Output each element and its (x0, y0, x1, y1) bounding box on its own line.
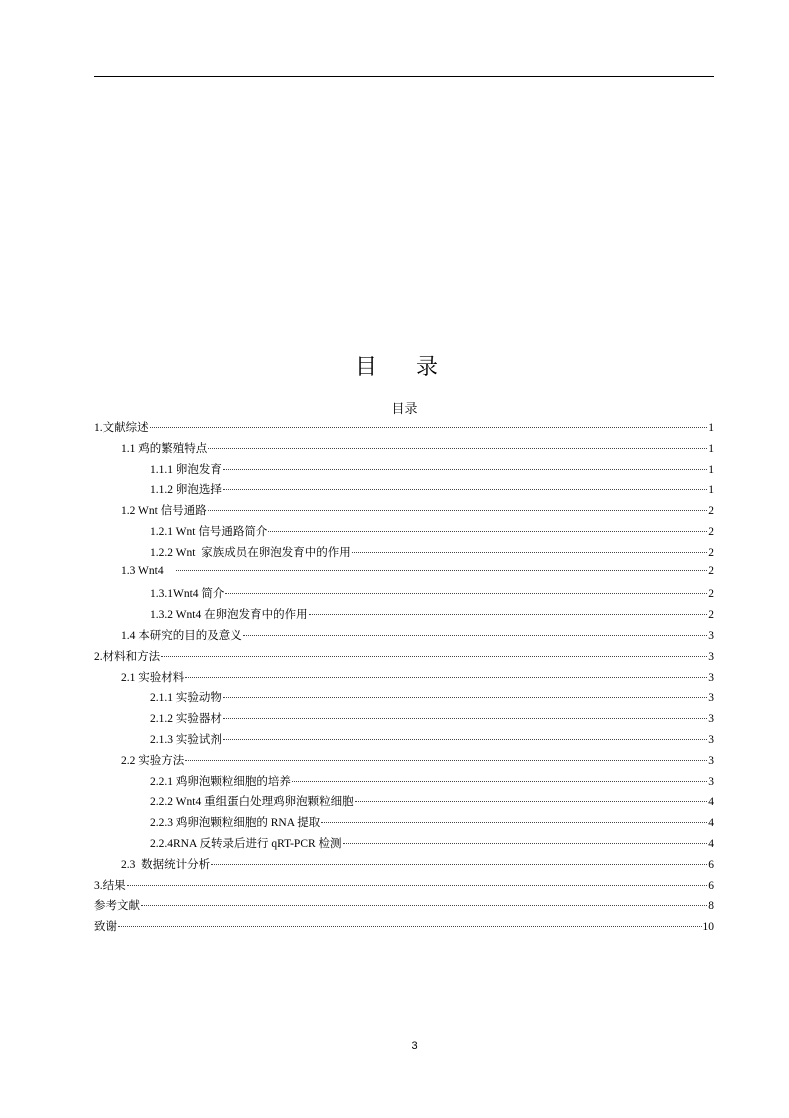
toc-entry[interactable] (94, 877, 714, 898)
toc-leader-dots (118, 926, 702, 927)
toc-entry-page: 2 (708, 546, 714, 559)
toc-entry-label: 2.材料和方法 (94, 650, 161, 663)
toc-entry[interactable] (94, 814, 714, 835)
toc-entry-page: 2 (708, 588, 714, 601)
toc-entry-page: 3 (708, 733, 714, 746)
toc-entry[interactable] (94, 689, 714, 710)
toc-entry[interactable] (94, 585, 714, 606)
toc-entry[interactable] (94, 419, 714, 440)
toc-leader-dots (150, 427, 708, 428)
toc-entry-page: 3 (708, 671, 714, 684)
toc-entry[interactable] (94, 731, 714, 752)
toc-entry-page: 8 (708, 900, 714, 913)
toc-entry[interactable] (94, 648, 714, 669)
toc-entry-label: 2.2 实验方法 (121, 754, 185, 767)
toc-entry-page: 4 (708, 817, 714, 830)
toc-entry-label: 1.2.1 Wnt 信号通路简介 (150, 525, 268, 538)
toc-entry-page: 1 (708, 422, 714, 434)
toc-leader-dots (321, 822, 707, 823)
toc-entry-page: 3 (708, 713, 714, 726)
toc-entry[interactable] (94, 502, 714, 523)
toc-leader-dots (211, 864, 707, 865)
toc-leader-dots (208, 448, 707, 449)
toc-entry-label: 1.文献综述 (94, 422, 149, 434)
toc-entry-page: 6 (708, 858, 714, 871)
toc-entry[interactable] (94, 606, 714, 627)
toc-entry-label: 1.2 Wnt 信号通路 (121, 505, 207, 518)
page-title: 目 录 (355, 355, 454, 380)
toc-entry-page: 1 (708, 463, 714, 476)
toc-entry-label: 2.2.3 鸡卵泡颗粒细胞的 RNA 提取 (150, 817, 321, 830)
toc-entry-label: 2.3 数据统计分析 (121, 858, 211, 871)
toc-heading: 目录 (391, 402, 418, 417)
toc-entry[interactable] (94, 918, 714, 939)
toc-entry[interactable] (94, 565, 714, 586)
toc-leader-dots (352, 552, 708, 553)
toc-entry-page: 1 (708, 484, 714, 497)
toc-entry-label: 1.1 鸡的繁殖特点 (121, 442, 208, 455)
toc-entry-label: 2.1 实验材料 (121, 671, 185, 684)
toc-entry[interactable] (94, 793, 714, 814)
toc-entry-page: 3 (708, 775, 714, 788)
page-number: 3 (411, 1040, 418, 1052)
toc-entry-label: 参考文献 (94, 900, 140, 913)
toc-leader-dots (141, 905, 707, 906)
toc-entry-label: 1.3.1Wnt4 简介 (150, 588, 225, 601)
toc-entry-page: 2 (708, 609, 714, 622)
toc-entry-page: 10 (702, 921, 714, 934)
toc-entry-label: 致谢 (94, 921, 117, 934)
toc-entry-label: 1.3.2 Wnt4 在卵泡发育中的作用 (150, 609, 308, 622)
toc-entry-label: 1.4 本研究的目的及意义 (121, 629, 242, 642)
toc-entry[interactable] (94, 523, 714, 544)
toc-entry-page: 3 (708, 629, 714, 642)
toc-leader-dots (223, 739, 707, 740)
toc-entry[interactable] (94, 752, 714, 773)
toc-leader-dots (223, 489, 707, 490)
toc-entry-label: 3.结果 (94, 879, 126, 892)
toc-leader-dots (185, 760, 707, 761)
toc-entry[interactable] (94, 669, 714, 690)
toc-entry-label: 2.2.4RNA 反转录后进行 qRT-PCR 检测 (150, 837, 342, 850)
toc-entry-page: 6 (708, 879, 714, 892)
toc-entry-page: 3 (708, 692, 714, 705)
toc-entry-label: 2.1.2 实验器材 (150, 713, 222, 726)
toc-entry-label: 1.1.1 卵泡发育 (150, 463, 222, 476)
toc-leader-dots (309, 614, 708, 615)
table-of-contents (94, 419, 714, 939)
toc-entry[interactable] (94, 544, 714, 565)
toc-entry-page: 2 (708, 505, 714, 518)
toc-entry-label: 2.2.1 鸡卵泡颗粒细胞的培养 (150, 775, 291, 788)
toc-leader-dots (225, 593, 707, 594)
toc-entry[interactable] (94, 461, 714, 482)
header-rule (94, 76, 714, 77)
toc-leader-dots (223, 718, 707, 719)
toc-entry[interactable] (94, 835, 714, 856)
toc-entry-page: 2 (708, 564, 714, 577)
toc-entry-label: 1.2.2 Wnt 家族成员在卵泡发育中的作用 (150, 546, 351, 559)
toc-leader-dots (223, 697, 707, 698)
toc-leader-dots (185, 677, 707, 678)
toc-leader-dots (343, 843, 708, 844)
toc-leader-dots (243, 635, 708, 636)
toc-entry-label: 1.1.2 卵泡选择 (150, 484, 222, 497)
toc-entry[interactable] (94, 773, 714, 794)
toc-entry-label: 2.2.2 Wnt4 重组蛋白处理鸡卵泡颗粒细胞 (150, 796, 354, 809)
toc-entry-page: 4 (708, 837, 714, 850)
toc-entry[interactable] (94, 897, 714, 918)
toc-leader-dots (355, 801, 708, 802)
toc-leader-dots (292, 781, 707, 782)
toc-entry-label: 2.1.3 实验试剂 (150, 733, 222, 746)
toc-leader-dots (223, 469, 707, 470)
toc-entry-label: 1.3 Wnt4 (121, 564, 176, 577)
toc-entry-page: 2 (708, 525, 714, 538)
toc-leader-dots (161, 656, 707, 657)
toc-leader-dots (127, 885, 708, 886)
toc-entry[interactable] (94, 627, 714, 648)
toc-leader-dots (268, 531, 707, 532)
toc-entry-page: 4 (708, 796, 714, 809)
toc-entry-page: 3 (708, 754, 714, 767)
toc-entry[interactable] (94, 440, 714, 461)
toc-leader-dots (176, 570, 707, 571)
toc-entry-page: 1 (708, 442, 714, 455)
toc-leader-dots (208, 510, 708, 511)
toc-entry[interactable] (94, 481, 714, 502)
toc-entry-label: 2.1.1 实验动物 (150, 692, 222, 705)
toc-entry[interactable] (94, 856, 714, 877)
toc-entry-page: 3 (708, 650, 714, 663)
toc-entry[interactable] (94, 710, 714, 731)
